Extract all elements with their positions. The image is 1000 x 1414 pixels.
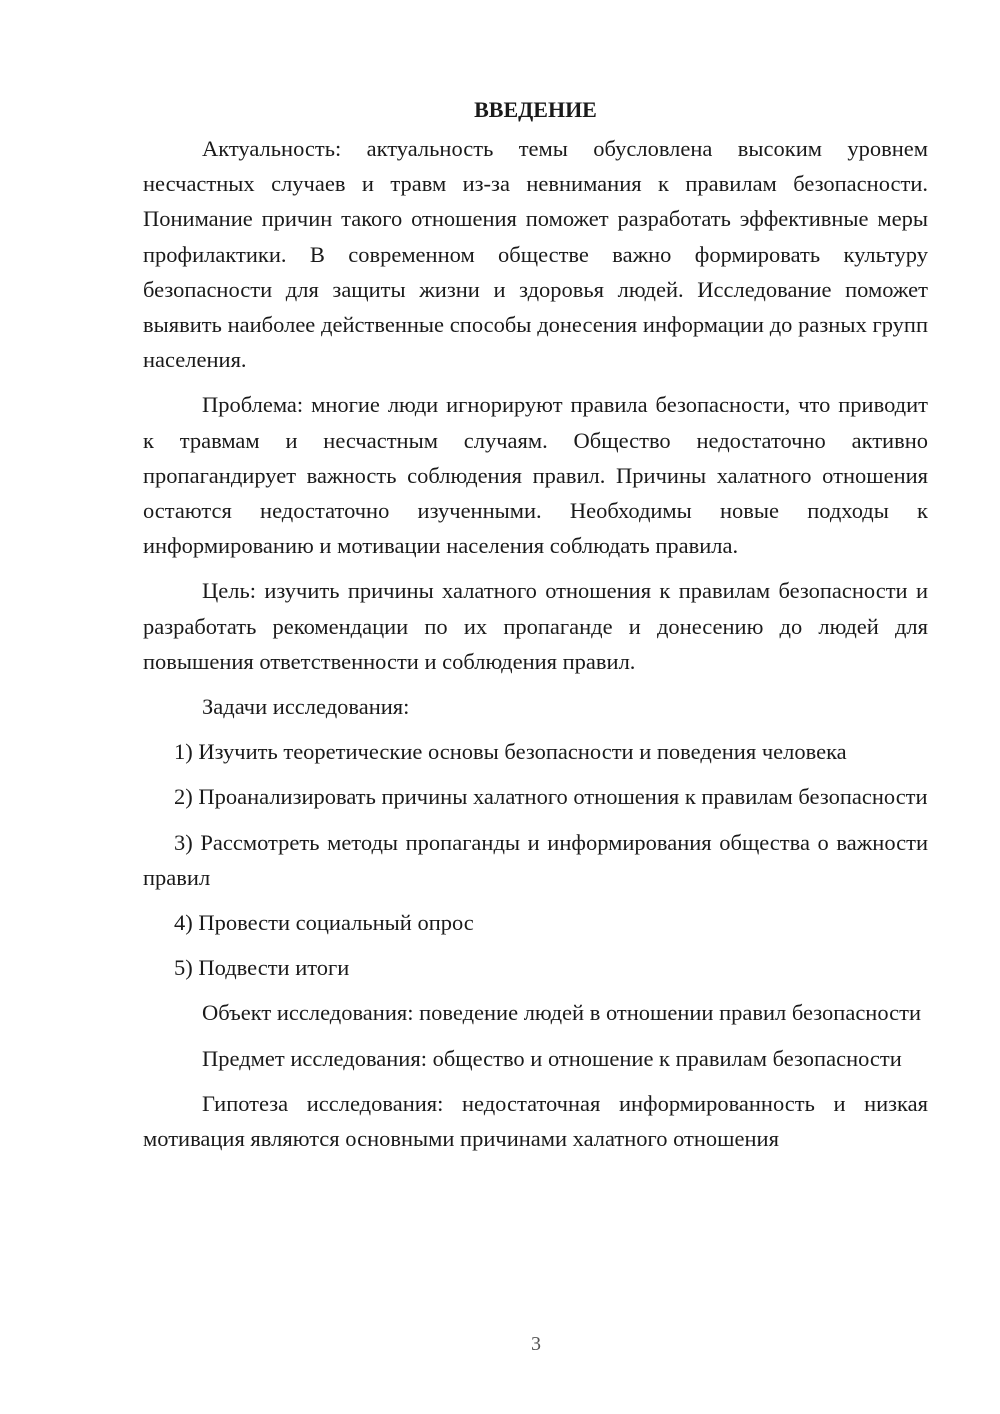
task-item-3: 3) Рассмотреть методы пропаганды и информирования общества о важности правил	[143, 829, 928, 890]
task-item-1: 1) Изучить теоретические основы безопасности и поведения человека	[174, 739, 847, 765]
paragraph-subject: Предмет исследования: общество и отношение к правилам безопасности	[202, 1045, 902, 1071]
paragraph-goal: Цель: изучить причины халатного отношения к правилам безопасности и разработать рекомендации по их пропаганде и донесению до людей для повышения ответственности и соблюдения правил.	[143, 578, 928, 674]
paragraph-hypothesis: Гипотеза исследования: недостаточная информированность и низкая мотивация являются основными причинами халатного отношения	[143, 1090, 928, 1152]
paragraph-tasks-heading: Задачи исследования:	[202, 694, 410, 720]
paragraph-object: Объект исследования: поведение людей в отношении правил безопасности	[202, 1000, 922, 1026]
paragraph-problem: Проблема: многие люди игнорируют правила безопасности, что приводит к травмам и несчастным случаям. Общество недостаточно активно пропагандирует важность соблюдения правил. Причины халатного отношения остаются недостаточно изученными. Необходимы новые подходы к информированию и мотивации населения соблюдать правила.	[143, 392, 928, 559]
paragraph-relevance: Актуальность: актуальность темы обусловлена высоким уровнем несчастных случаев и травм из-за невнимания к правилам безопасности. Понимание причин такого отношения поможет разработать эффективные меры профилактики. В современном обществе важно формировать культуру безопасности для защиты жизни и здоровья людей. Исследование поможет выявить наиболее действенные способы донесения информации до разных групп населения.	[143, 136, 928, 373]
task-item-2: 2) Проанализировать причины халатного отношения к правилам безопасности	[174, 784, 928, 810]
task-item-5: 5) Подвести итоги	[174, 955, 350, 981]
document-page	[143, 92, 928, 1156]
page-number: 3	[531, 1333, 541, 1355]
task-item-4: 4) Провести социальный опрос	[174, 910, 474, 936]
section-title: ВВЕДЕНИЕ	[474, 97, 597, 122]
